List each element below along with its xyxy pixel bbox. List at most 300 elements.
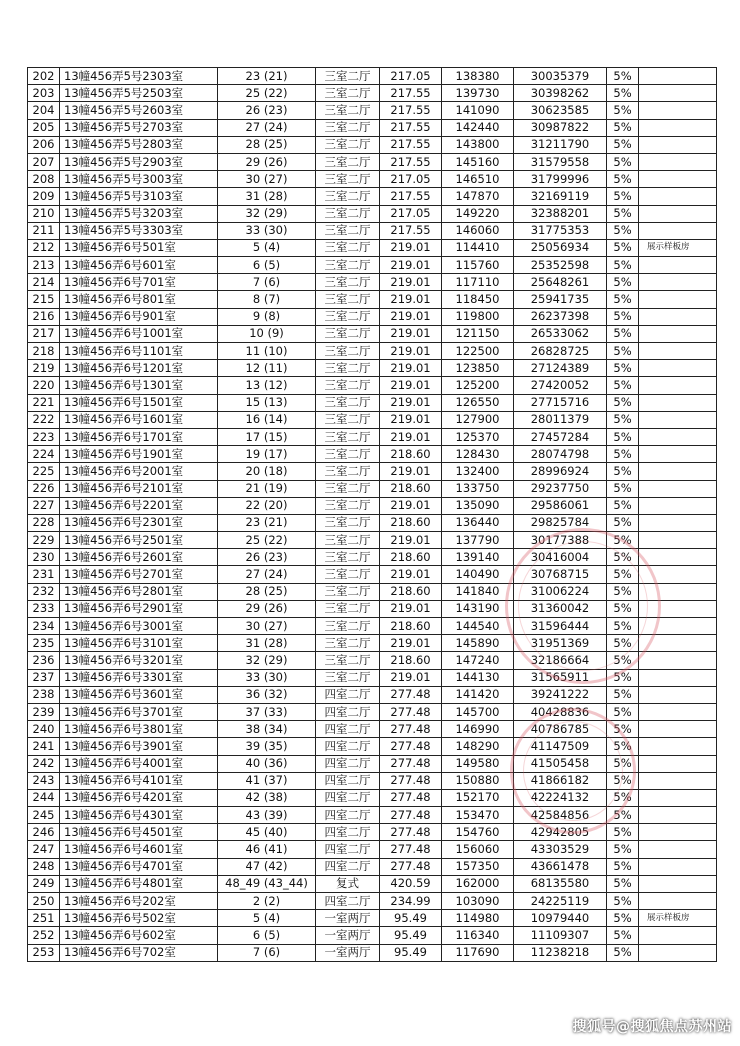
layout-type: 四室二厅 <box>316 807 380 824</box>
layout-type: 三室二厅 <box>316 635 380 652</box>
unit-address: 13幢456弄6号2201室 <box>60 497 218 514</box>
rate-cell: 5% <box>607 600 639 617</box>
table-row <box>28 532 717 549</box>
area-cell: 219.01 <box>380 411 442 428</box>
row-number: 245 <box>28 807 60 824</box>
total-price-cell: 27457284 <box>514 428 607 445</box>
floor-cell: 11 (10) <box>218 343 316 360</box>
table-body <box>28 68 717 962</box>
row-number: 238 <box>28 686 60 703</box>
row-number: 221 <box>28 394 60 411</box>
rate-cell: 5% <box>607 772 639 789</box>
total-price-cell: 26533062 <box>514 325 607 342</box>
unit-price-cell: 146510 <box>442 171 514 188</box>
unit-address: 13幢456弄6号601室 <box>60 257 218 274</box>
total-price-cell: 25648261 <box>514 274 607 291</box>
remark-cell <box>639 136 717 153</box>
floor-cell: 2 (2) <box>218 893 316 910</box>
layout-type: 三室二厅 <box>316 343 380 360</box>
remark-cell <box>639 858 717 875</box>
unit-price-cell: 145160 <box>442 153 514 170</box>
row-number: 211 <box>28 222 60 239</box>
rate-cell: 5% <box>607 446 639 463</box>
table-row <box>28 102 717 119</box>
rate-cell: 5% <box>607 119 639 136</box>
unit-address: 13幢456弄6号702室 <box>60 944 218 961</box>
unit-price-cell: 122500 <box>442 343 514 360</box>
floor-cell: 29 (26) <box>218 153 316 170</box>
remark-cell <box>639 188 717 205</box>
layout-type: 三室二厅 <box>316 446 380 463</box>
row-number: 207 <box>28 153 60 170</box>
rate-cell: 5% <box>607 807 639 824</box>
remark-cell <box>639 463 717 480</box>
total-price-cell: 31799996 <box>514 171 607 188</box>
unit-price-cell: 145890 <box>442 635 514 652</box>
table-row <box>28 738 717 755</box>
unit-address: 13幢456弄6号4501室 <box>60 824 218 841</box>
total-price-cell: 43303529 <box>514 841 607 858</box>
table-row <box>28 377 717 394</box>
remark-cell <box>639 446 717 463</box>
area-cell: 219.01 <box>380 360 442 377</box>
unit-address: 13幢456弄6号1101室 <box>60 343 218 360</box>
table-row <box>28 239 717 256</box>
row-number: 240 <box>28 721 60 738</box>
unit-address: 13幢456弄6号2601室 <box>60 549 218 566</box>
unit-price-cell: 144540 <box>442 618 514 635</box>
remark-cell <box>639 927 717 944</box>
rate-cell: 5% <box>607 721 639 738</box>
rate-cell: 5% <box>607 205 639 222</box>
area-cell: 217.55 <box>380 85 442 102</box>
table-row <box>28 360 717 377</box>
area-cell: 219.01 <box>380 635 442 652</box>
floor-cell: 31 (28) <box>218 635 316 652</box>
row-number: 218 <box>28 343 60 360</box>
area-cell: 219.01 <box>380 343 442 360</box>
unit-address: 13幢456弄5号2303室 <box>60 68 218 85</box>
table-row <box>28 291 717 308</box>
unit-address: 13幢456弄6号3901室 <box>60 738 218 755</box>
total-price-cell: 41505458 <box>514 755 607 772</box>
layout-type: 三室二厅 <box>316 618 380 635</box>
rate-cell: 5% <box>607 257 639 274</box>
unit-address: 13幢456弄6号2901室 <box>60 600 218 617</box>
table-row <box>28 566 717 583</box>
floor-cell: 37 (33) <box>218 703 316 720</box>
total-price-cell: 26828725 <box>514 343 607 360</box>
layout-type: 三室二厅 <box>316 600 380 617</box>
rate-cell: 5% <box>607 463 639 480</box>
unit-price-cell: 141420 <box>442 686 514 703</box>
total-price-cell: 27715716 <box>514 394 607 411</box>
unit-price-cell: 143800 <box>442 136 514 153</box>
unit-price-cell: 145700 <box>442 703 514 720</box>
layout-type: 三室二厅 <box>316 222 380 239</box>
unit-address: 13幢456弄6号1301室 <box>60 377 218 394</box>
area-cell: 95.49 <box>380 910 442 927</box>
table-row <box>28 497 717 514</box>
layout-type: 四室二厅 <box>316 858 380 875</box>
table-row <box>28 325 717 342</box>
row-number: 209 <box>28 188 60 205</box>
table-row <box>28 755 717 772</box>
layout-type: 一室两厅 <box>316 910 380 927</box>
row-number: 232 <box>28 583 60 600</box>
unit-price-cell: 127900 <box>442 411 514 428</box>
layout-type: 三室二厅 <box>316 171 380 188</box>
row-number: 234 <box>28 618 60 635</box>
area-cell: 219.01 <box>380 669 442 686</box>
unit-price-cell: 126550 <box>442 394 514 411</box>
remark-cell <box>639 738 717 755</box>
floor-cell: 21 (19) <box>218 480 316 497</box>
floor-cell: 38 (34) <box>218 721 316 738</box>
row-number: 249 <box>28 875 60 892</box>
row-number: 235 <box>28 635 60 652</box>
floor-cell: 10 (9) <box>218 325 316 342</box>
remark-cell: 展示样板房 <box>639 910 717 927</box>
rate-cell: 5% <box>607 274 639 291</box>
remark-cell <box>639 497 717 514</box>
remark-cell <box>639 772 717 789</box>
rate-cell: 5% <box>607 755 639 772</box>
area-cell: 219.01 <box>380 394 442 411</box>
remark-cell <box>639 411 717 428</box>
remark-cell <box>639 377 717 394</box>
layout-type: 三室二厅 <box>316 308 380 325</box>
remark-cell <box>639 583 717 600</box>
rate-cell: 5% <box>607 824 639 841</box>
unit-price-cell: 137790 <box>442 532 514 549</box>
remark-cell <box>639 566 717 583</box>
area-cell: 217.05 <box>380 68 442 85</box>
floor-cell: 8 (7) <box>218 291 316 308</box>
table-row <box>28 944 717 961</box>
area-cell: 217.55 <box>380 119 442 136</box>
table-row <box>28 858 717 875</box>
floor-cell: 33 (30) <box>218 669 316 686</box>
unit-address: 13幢456弄6号3801室 <box>60 721 218 738</box>
unit-price-cell: 118450 <box>442 291 514 308</box>
area-cell: 277.48 <box>380 841 442 858</box>
remark-cell <box>639 308 717 325</box>
rate-cell: 5% <box>607 171 639 188</box>
rate-cell: 5% <box>607 910 639 927</box>
remark-cell <box>639 153 717 170</box>
unit-address: 13幢456弄6号502室 <box>60 910 218 927</box>
remark-cell <box>639 85 717 102</box>
layout-type: 三室二厅 <box>316 188 380 205</box>
remark-cell <box>639 755 717 772</box>
floor-cell: 30 (27) <box>218 618 316 635</box>
table-row <box>28 222 717 239</box>
unit-address: 13幢456弄6号1601室 <box>60 411 218 428</box>
unit-address: 13幢456弄6号4001室 <box>60 755 218 772</box>
table-row <box>28 428 717 445</box>
total-price-cell: 31006224 <box>514 583 607 600</box>
area-cell: 218.60 <box>380 618 442 635</box>
layout-type: 四室二厅 <box>316 755 380 772</box>
remark-cell <box>639 480 717 497</box>
unit-price-cell: 148290 <box>442 738 514 755</box>
table-row <box>28 480 717 497</box>
floor-cell: 9 (8) <box>218 308 316 325</box>
total-price-cell: 30987822 <box>514 119 607 136</box>
remark-cell <box>639 618 717 635</box>
remark-cell <box>639 841 717 858</box>
unit-price-cell: 154760 <box>442 824 514 841</box>
layout-type: 三室二厅 <box>316 360 380 377</box>
area-cell: 277.48 <box>380 858 442 875</box>
unit-address: 13幢456弄6号4201室 <box>60 789 218 806</box>
area-cell: 219.01 <box>380 274 442 291</box>
rate-cell: 5% <box>607 291 639 308</box>
total-price-cell: 25352598 <box>514 257 607 274</box>
floor-cell: 15 (13) <box>218 394 316 411</box>
total-price-cell: 11238218 <box>514 944 607 961</box>
rate-cell: 5% <box>607 480 639 497</box>
row-number: 250 <box>28 893 60 910</box>
layout-type: 三室二厅 <box>316 514 380 531</box>
rate-cell: 5% <box>607 514 639 531</box>
total-price-cell: 41147509 <box>514 738 607 755</box>
unit-price-cell: 140490 <box>442 566 514 583</box>
unit-address: 13幢456弄6号2301室 <box>60 514 218 531</box>
layout-type: 三室二厅 <box>316 428 380 445</box>
layout-type: 三室二厅 <box>316 68 380 85</box>
remark-cell <box>639 394 717 411</box>
unit-price-cell: 125200 <box>442 377 514 394</box>
layout-type: 三室二厅 <box>316 532 380 549</box>
remark-cell <box>639 532 717 549</box>
row-number: 231 <box>28 566 60 583</box>
row-number: 228 <box>28 514 60 531</box>
layout-type: 三室二厅 <box>316 549 380 566</box>
rate-cell: 5% <box>607 428 639 445</box>
layout-type: 四室二厅 <box>316 824 380 841</box>
floor-cell: 6 (5) <box>218 257 316 274</box>
layout-type: 三室二厅 <box>316 153 380 170</box>
table-row <box>28 136 717 153</box>
floor-cell: 7 (6) <box>218 944 316 961</box>
unit-price-cell: 114980 <box>442 910 514 927</box>
layout-type: 三室二厅 <box>316 411 380 428</box>
total-price-cell: 31211790 <box>514 136 607 153</box>
row-number: 247 <box>28 841 60 858</box>
layout-type: 三室二厅 <box>316 257 380 274</box>
floor-cell: 26 (23) <box>218 102 316 119</box>
row-number: 226 <box>28 480 60 497</box>
unit-address: 13幢456弄6号1501室 <box>60 394 218 411</box>
floor-cell: 42 (38) <box>218 789 316 806</box>
total-price-cell: 25056934 <box>514 239 607 256</box>
floor-cell: 28 (25) <box>218 136 316 153</box>
total-price-cell: 42584856 <box>514 807 607 824</box>
table-row <box>28 824 717 841</box>
unit-address: 13幢456弄6号501室 <box>60 239 218 256</box>
row-number: 222 <box>28 411 60 428</box>
row-number: 237 <box>28 669 60 686</box>
rate-cell: 5% <box>607 136 639 153</box>
table-row <box>28 703 717 720</box>
unit-price-cell: 147240 <box>442 652 514 669</box>
unit-price-cell: 152170 <box>442 789 514 806</box>
unit-address: 13幢456弄6号901室 <box>60 308 218 325</box>
unit-address: 13幢456弄5号2803室 <box>60 136 218 153</box>
total-price-cell: 30035379 <box>514 68 607 85</box>
unit-price-cell: 153470 <box>442 807 514 824</box>
row-number: 214 <box>28 274 60 291</box>
rate-cell: 5% <box>607 893 639 910</box>
row-number: 213 <box>28 257 60 274</box>
table-row <box>28 772 717 789</box>
rate-cell: 5% <box>607 686 639 703</box>
total-price-cell: 30768715 <box>514 566 607 583</box>
table-row <box>28 618 717 635</box>
floor-cell: 13 (12) <box>218 377 316 394</box>
layout-type: 三室二厅 <box>316 566 380 583</box>
row-number: 243 <box>28 772 60 789</box>
floor-cell: 23 (21) <box>218 514 316 531</box>
rate-cell: 5% <box>607 188 639 205</box>
area-cell: 277.48 <box>380 772 442 789</box>
unit-price-cell: 135090 <box>442 497 514 514</box>
unit-address: 13幢456弄5号3003室 <box>60 171 218 188</box>
area-cell: 219.01 <box>380 377 442 394</box>
row-number: 248 <box>28 858 60 875</box>
floor-cell: 40 (36) <box>218 755 316 772</box>
area-cell: 420.59 <box>380 875 442 892</box>
layout-type: 三室二厅 <box>316 652 380 669</box>
row-number: 242 <box>28 755 60 772</box>
unit-price-cell: 157350 <box>442 858 514 875</box>
layout-type: 三室二厅 <box>316 119 380 136</box>
table-row <box>28 549 717 566</box>
layout-type: 四室二厅 <box>316 686 380 703</box>
rate-cell: 5% <box>607 635 639 652</box>
unit-price-cell: 147870 <box>442 188 514 205</box>
table-row <box>28 343 717 360</box>
unit-address: 13幢456弄5号3303室 <box>60 222 218 239</box>
layout-type: 四室二厅 <box>316 893 380 910</box>
total-price-cell: 43661478 <box>514 858 607 875</box>
floor-cell: 6 (5) <box>218 927 316 944</box>
table-row <box>28 446 717 463</box>
table-row <box>28 153 717 170</box>
floor-cell: 12 (11) <box>218 360 316 377</box>
table-row <box>28 119 717 136</box>
area-cell: 218.60 <box>380 446 442 463</box>
area-cell: 219.01 <box>380 463 442 480</box>
unit-address: 13幢456弄6号4301室 <box>60 807 218 824</box>
unit-price-cell: 146060 <box>442 222 514 239</box>
remark-cell <box>639 205 717 222</box>
unit-price-cell: 146990 <box>442 721 514 738</box>
total-price-cell: 10979440 <box>514 910 607 927</box>
rate-cell: 5% <box>607 377 639 394</box>
unit-address: 13幢456弄5号3103室 <box>60 188 218 205</box>
unit-address: 13幢456弄5号2703室 <box>60 119 218 136</box>
unit-price-cell: 117690 <box>442 944 514 961</box>
floor-cell: 20 (18) <box>218 463 316 480</box>
total-price-cell: 27420052 <box>514 377 607 394</box>
total-price-cell: 32186664 <box>514 652 607 669</box>
layout-type: 三室二厅 <box>316 669 380 686</box>
table-row <box>28 686 717 703</box>
area-cell: 277.48 <box>380 789 442 806</box>
row-number: 217 <box>28 325 60 342</box>
row-number: 230 <box>28 549 60 566</box>
watermark-text: 搜狐号@搜狐焦点苏州站 <box>572 1019 732 1035</box>
floor-cell: 25 (22) <box>218 532 316 549</box>
floor-cell: 16 (14) <box>218 411 316 428</box>
table-row <box>28 171 717 188</box>
table-row <box>28 893 717 910</box>
floor-cell: 48_49 (43_44) <box>218 875 316 892</box>
unit-price-cell: 115760 <box>442 257 514 274</box>
remark-cell: 展示样板房 <box>639 239 717 256</box>
area-cell: 277.48 <box>380 686 442 703</box>
rate-cell: 5% <box>607 153 639 170</box>
unit-address: 13幢456弄6号2501室 <box>60 532 218 549</box>
total-price-cell: 30398262 <box>514 85 607 102</box>
floor-cell: 28 (25) <box>218 583 316 600</box>
total-price-cell: 24225119 <box>514 893 607 910</box>
remark-cell <box>639 789 717 806</box>
row-number: 229 <box>28 532 60 549</box>
layout-type: 一室两厅 <box>316 927 380 944</box>
unit-price-cell: 139730 <box>442 85 514 102</box>
remark-cell <box>639 102 717 119</box>
layout-type: 三室二厅 <box>316 205 380 222</box>
rate-cell: 5% <box>607 343 639 360</box>
unit-price-cell: 125370 <box>442 428 514 445</box>
table-row <box>28 600 717 617</box>
unit-address: 13幢456弄6号2801室 <box>60 583 218 600</box>
unit-price-cell: 136440 <box>442 514 514 531</box>
floor-cell: 45 (40) <box>218 824 316 841</box>
layout-type: 四室二厅 <box>316 789 380 806</box>
area-cell: 217.05 <box>380 171 442 188</box>
area-cell: 277.48 <box>380 755 442 772</box>
row-number: 219 <box>28 360 60 377</box>
table-row <box>28 635 717 652</box>
remark-cell <box>639 549 717 566</box>
rate-cell: 5% <box>607 944 639 961</box>
floor-cell: 43 (39) <box>218 807 316 824</box>
rate-cell: 5% <box>607 858 639 875</box>
rate-cell: 5% <box>607 549 639 566</box>
table-row <box>28 308 717 325</box>
area-cell: 219.01 <box>380 497 442 514</box>
row-number: 202 <box>28 68 60 85</box>
layout-type: 三室二厅 <box>316 497 380 514</box>
floor-cell: 36 (32) <box>218 686 316 703</box>
row-number: 206 <box>28 136 60 153</box>
unit-price-cell: 121150 <box>442 325 514 342</box>
total-price-cell: 31360042 <box>514 600 607 617</box>
area-cell: 277.48 <box>380 807 442 824</box>
area-cell: 218.60 <box>380 549 442 566</box>
rate-cell: 5% <box>607 927 639 944</box>
total-price-cell: 40786785 <box>514 721 607 738</box>
rate-cell: 5% <box>607 583 639 600</box>
unit-address: 13幢456弄6号3001室 <box>60 618 218 635</box>
row-number: 225 <box>28 463 60 480</box>
rate-cell: 5% <box>607 703 639 720</box>
